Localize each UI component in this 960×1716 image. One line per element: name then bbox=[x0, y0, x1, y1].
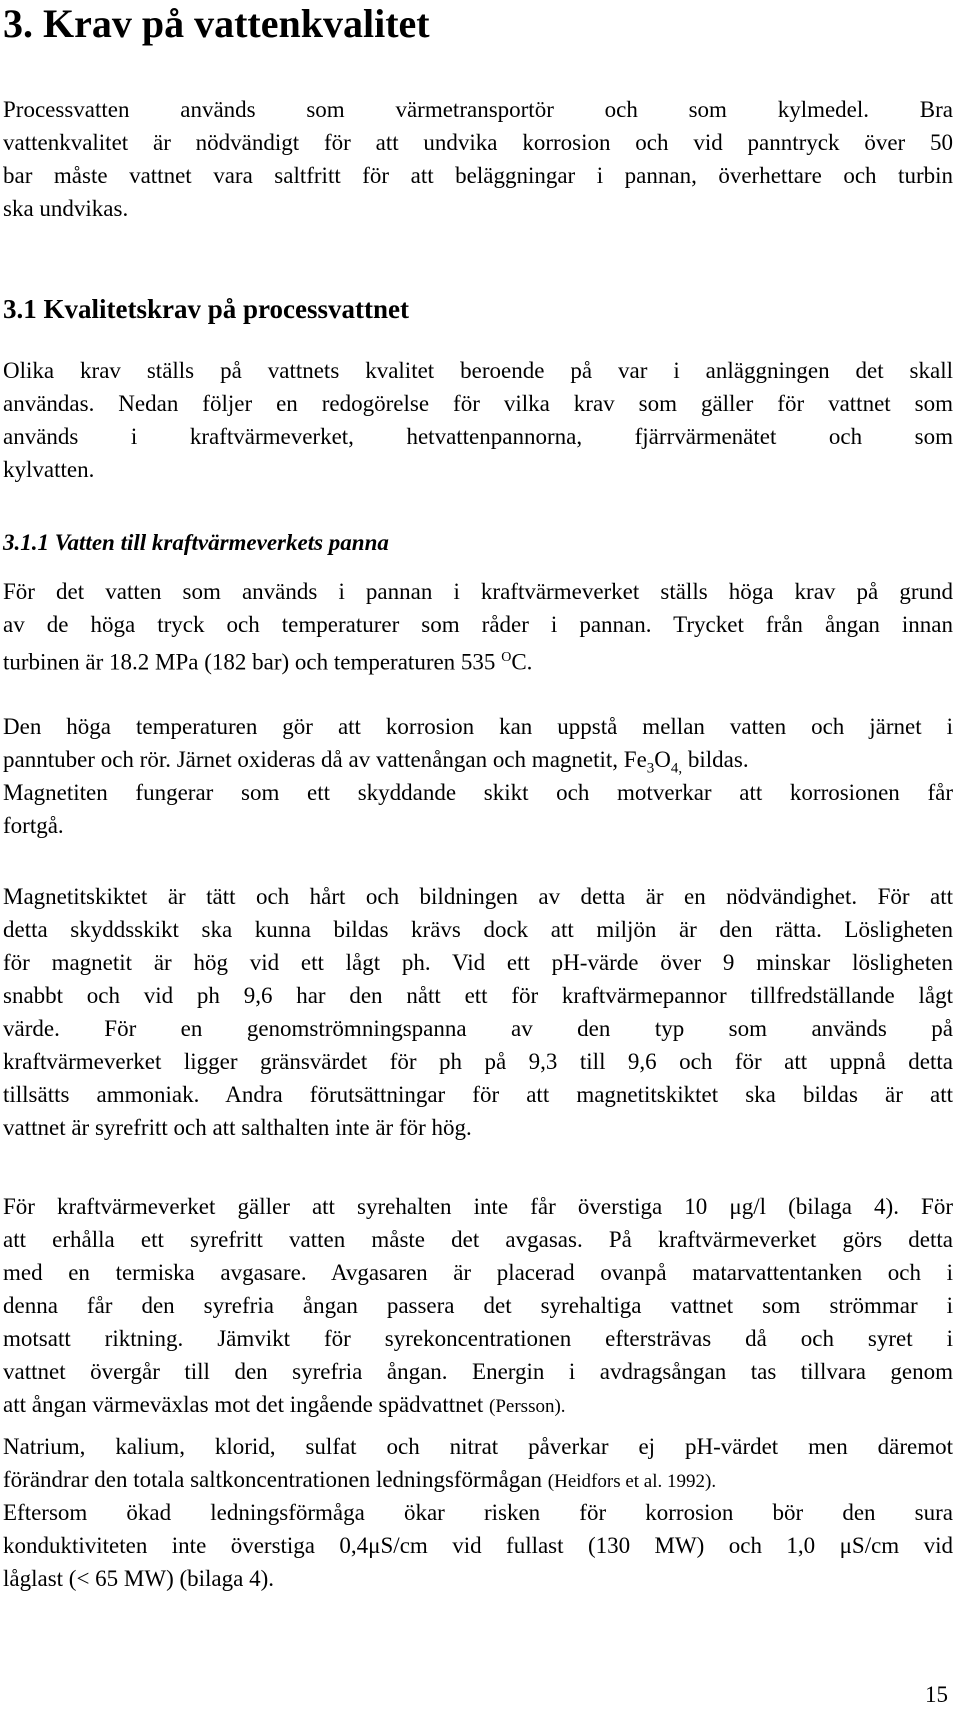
text-fragment: O bbox=[654, 747, 671, 772]
text-line: denna får den syrefria ångan passera det syrehaltiga vattnet som strömmar i bbox=[3, 1293, 953, 1318]
text-line: Eftersom ökad ledningsförmåga ökar risken för korrosion bör den sura bbox=[3, 1500, 953, 1525]
text-line: Den höga temperaturen gör att korrosion kan uppstå mellan vatten och järnet i bbox=[3, 714, 953, 739]
text-line: för magnetit är hög vid ett lågt ph. Vid ett pH-värde över 9 minskar lösligheten bbox=[3, 950, 953, 975]
text-line: Processvatten används som värmetransportör och som kylmedel. Bra bbox=[3, 97, 953, 122]
section-31-paragraph bbox=[3, 354, 953, 486]
text-line: Natrium, kalium, klorid, sulfat och nitrat påverkar ej pH-värdet men däremot bbox=[3, 1434, 953, 1459]
text-line: vattenkvalitet är nödvändigt för att undvika korrosion och vid panntryck över 50 bbox=[3, 130, 953, 155]
page-number: 15 bbox=[925, 1682, 948, 1707]
text-line: snabbt och vid ph 9,6 har den nått ett för kraftvärmepannor tillfredställande lågt bbox=[3, 983, 953, 1008]
text-line: vattnet övergår till den syrefria ångan. Energin i avdragsångan tas tillvara genom bbox=[3, 1359, 953, 1384]
text-fragment: bildas. bbox=[682, 747, 749, 772]
superscript: O bbox=[501, 650, 512, 665]
chapter-heading: 3. Krav på vattenkvalitet bbox=[3, 1, 430, 46]
section-heading: 3.1 Kvalitetskrav på processvattnet bbox=[3, 294, 409, 324]
text-fragment: förändrar den totala saltkoncentrationen ledningsförmågan bbox=[3, 1467, 548, 1492]
magnetite-paragraph bbox=[3, 880, 953, 1144]
text-line: tillsätts ammoniak. Andra förutsättningar för att magnetitskiktet ska bildas är att bbox=[3, 1082, 953, 1107]
text-line: bar måste vattnet vara saltfritt för att beläggningar i pannan, överhettare och turbin bbox=[3, 163, 953, 188]
text-line: kylvatten. bbox=[3, 457, 95, 482]
text-fragment: turbinen är 18.2 MPa (182 bar) och temperaturen 535 bbox=[3, 649, 502, 675]
temperature-paragraph bbox=[3, 710, 953, 842]
text-line: Magnetitskiktet är tätt och hårt och bildningen av detta är en nödvändighet. För att bbox=[3, 884, 953, 909]
text-line: av de höga tryck och temperaturer som råder i pannan. Trycket från ångan innan bbox=[3, 612, 953, 637]
text-line: motsatt riktning. Jämvikt för syrekoncentrationen eftersträvas då och syret i bbox=[3, 1326, 953, 1351]
text-line: konduktiviteten inte överstiga 0,4μS/cm vid fullast (130 MW) och 1,0 μS/cm vid bbox=[3, 1533, 953, 1558]
text-line: Magnetiten fungerar som ett skyddande skikt och motverkar att korrosionen får bbox=[3, 780, 953, 805]
text-line: För det vatten som används i pannan i kraftvärmeverket ställs höga krav på grund bbox=[3, 579, 953, 604]
text-line bbox=[3, 1388, 953, 1421]
section-311-paragraph bbox=[3, 575, 953, 674]
text-fragment: panntuber och rör. Järnet oxideras då av vattenångan och magnetit, Fe bbox=[3, 747, 647, 772]
text-line bbox=[3, 1463, 953, 1496]
text-line: med en termiska avgasare. Avgasaren är placerad ovanpå matarvattentanken och i bbox=[3, 1260, 953, 1285]
text-line: låglast (< 65 MW) (bilaga 4). bbox=[3, 1566, 275, 1591]
citation: (Heidfors et al. 1992). bbox=[547, 1471, 717, 1492]
text-fragment: att ångan värmeväxlas mot det ingående spädvattnet bbox=[3, 1392, 490, 1417]
text-line: används i kraftvärmeverket, hetvattenpannorna, fjärrvärmenätet och som bbox=[3, 424, 953, 449]
text-line: värde. För en genomströmningspanna av den typ som används på bbox=[3, 1016, 953, 1041]
text-line bbox=[3, 641, 953, 674]
subsection-heading: 3.1.1 Vatten till kraftvärmeverkets panna bbox=[3, 530, 389, 555]
text-line: kraftvärmeverket ligger gränsvärdet för ph på 9,3 till 9,6 och för att uppnå detta bbox=[3, 1049, 953, 1074]
citation: (Persson). bbox=[489, 1396, 566, 1417]
subscript: 3 bbox=[646, 760, 655, 777]
text-line: att erhålla ett syrefritt vatten måste det avgasas. På kraftvärmeverket görs detta bbox=[3, 1227, 953, 1252]
text-line: fortgå. bbox=[3, 813, 64, 838]
text-line bbox=[3, 743, 953, 776]
text-fragment: C. bbox=[511, 649, 533, 675]
text-line: detta skyddsskikt ska kunna bildas krävs dock att miljön är den rätta. Lösligheten bbox=[3, 917, 953, 942]
text-line: vattnet är syrefritt och att salthalten inte är för hög. bbox=[3, 1115, 472, 1140]
text-line: För kraftvärmeverket gäller att syrehalten inte får överstiga 10 μg/l (bilaga 4). För bbox=[3, 1194, 953, 1219]
text-line: användas. Nedan följer en redogörelse för vilka krav som gäller för vattnet som bbox=[3, 391, 953, 416]
text-line: ska undvikas. bbox=[3, 196, 129, 221]
oxygen-paragraph bbox=[3, 1190, 953, 1421]
sodium-paragraph bbox=[3, 1430, 953, 1595]
intro-paragraph bbox=[3, 93, 953, 225]
text-line: Olika krav ställs på vattnets kvalitet beroende på var i anläggningen det skall bbox=[3, 358, 953, 383]
subscript: 4, bbox=[670, 760, 683, 777]
